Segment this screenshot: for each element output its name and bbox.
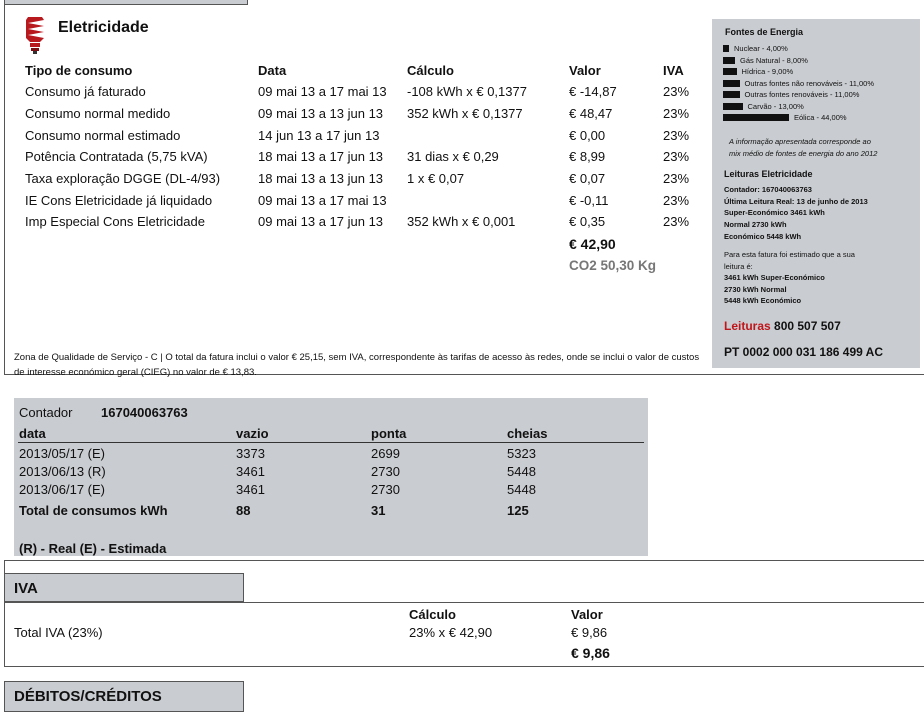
footnote-line: de interesse económico geral (CIEG) no valor de € 13,83. [14,367,257,378]
cpe-code: PT 0002 000 031 186 499 AC [724,345,884,359]
estimate-economico: 5448 kWh Económico [724,296,802,305]
energy-source-label: Eólica - 44,00% [794,113,847,122]
electricity-total: € 42,90 [569,236,616,252]
cell-calculo: -108 kWh x € 0,1377 [407,84,527,99]
cell-data: 09 mai 13 a 17 mai 13 [258,84,387,99]
iva-valor: € 9,86 [571,625,608,640]
meter-cell: 2699 [371,446,400,461]
energy-sources-panel [712,19,920,368]
energy-source-bar [723,45,729,52]
meter-number: 167040063763 [101,405,188,420]
readings-normal: Normal 2730 kWh [724,220,787,229]
cell-valor: € 8,99 [569,149,606,164]
meter-total-label: Total de consumos kWh [19,503,168,518]
meter-cell: 3461 [236,464,265,479]
iva-calculo: 23% x € 42,90 [409,625,493,640]
cell-tipo: Taxa exploração DGGE (DL-4/93) [25,171,221,186]
meter-cell: 2013/06/17 (E) [19,482,106,497]
meter-cell: 2730 [371,464,400,479]
energy-source-label: Hídrica - 9,00% [741,67,794,76]
energy-source-bar [723,103,743,110]
estimate-super: 3461 kWh Super-Económico [724,273,825,282]
cell-calculo: 31 dias x € 0,29 [407,149,499,164]
cell-calculo: 352 kWh x € 0,1377 [407,106,523,121]
energy-source-bar [723,57,735,64]
meter-cell: 2013/06/13 (R) [19,464,106,479]
meter-header-divider [18,442,644,443]
cell-calculo: 352 kWh x € 0,001 [407,214,516,229]
section-title: Eletricidade [58,19,149,36]
iva-section-tab: IVA [4,573,244,602]
col-header-calculo: Cálculo [407,63,454,78]
readings-contador: Contador: 167040063763 [724,185,812,194]
energy-source-item [723,90,859,99]
cell-tipo: Consumo já faturado [25,84,146,99]
co2-value: CO2 50,30 Kg [569,258,657,273]
meter-header-cheias: cheias [507,426,548,441]
readings-economico: Económico 5448 kWh [724,232,802,241]
energy-source-label: Nuclear - 4,00% [734,44,788,53]
cell-valor: € 0,07 [569,171,606,186]
col-header-data: Data [258,63,287,78]
meter-cell: 2730 [371,482,400,497]
cell-calculo: 1 x € 0,07 [407,171,465,186]
cell-valor: € -0,11 [569,193,609,208]
meter-legend: (R) - Real (E) - Estimada [19,541,167,556]
meter-label: Contador [19,405,73,420]
meter-total-vazio: 88 [236,503,251,518]
cell-tipo: Consumo normal estimado [25,128,181,143]
cell-data: 18 mai 13 a 13 jun 13 [258,171,384,186]
meter-total-cheias: 125 [507,503,529,518]
energy-source-bar [723,114,789,121]
estimate-note-2: leitura é: [724,262,753,271]
energy-source-bar [723,80,740,87]
energy-source-bar [723,91,740,98]
divider [4,560,5,574]
cell-iva: 23% [663,149,690,164]
cell-iva: 23% [663,128,690,143]
meter-cell: 5448 [507,482,536,497]
footnote-line: Zona de Qualidade de Serviço - C | O total da fatura inclui o valor € 25,15, sem IVA, correspondente às tarifas de acesso às redes, onde se inclui o valor de custos [14,352,700,363]
cell-iva: 23% [663,84,690,99]
cell-iva: 23% [663,193,690,208]
cell-iva: 23% [663,106,690,121]
iva-header-valor: Valor [571,607,603,622]
readings-phone [724,319,841,333]
readings-phone-label: Leituras [724,319,771,333]
iva-header-calculo: Cálculo [409,607,456,622]
energy-source-label: Outras fontes renováveis - 11,00% [744,90,860,99]
energy-source-item [723,67,793,76]
energy-source-item [723,113,847,122]
iva-total: € 9,86 [571,645,610,661]
cell-tipo: Consumo normal medido [25,106,171,121]
mix-note-2: mix médio de fontes de energia do ano 2012 [729,149,878,158]
energy-source-item [723,44,788,53]
energy-source-label: Carvão - 13,00% [747,101,804,111]
cell-data: 14 jun 13 a 17 jun 13 [258,128,380,143]
energy-source-item [723,79,874,88]
section-tab-top [4,0,248,5]
cell-valor: € 0,35 [569,214,606,229]
col-header-tipo: Tipo de consumo [25,63,133,78]
cell-data: 09 mai 13 a 17 jun 13 [258,214,384,229]
energy-source-label: Gás Natural - 8,00% [740,55,808,65]
readings-title: Leituras Eletricidade [724,169,813,179]
cell-data: 18 mai 13 a 17 jun 13 [258,149,384,164]
iva-label: Total IVA (23%) [14,625,103,640]
cell-data: 09 mai 13 a 17 mai 13 [258,193,387,208]
cell-tipo: IE Cons Eletricidade já liquidado [25,193,213,208]
cell-data: 09 mai 13 a 13 jun 13 [258,106,384,121]
meter-cell: 2013/05/17 (E) [19,446,106,461]
energy-source-bar [723,68,737,75]
energy-sources-title: Fontes de Energia [725,27,804,37]
cell-tipo: Imp Especial Cons Eletricidade [25,214,205,229]
cell-iva: 23% [663,214,690,229]
estimate-note: Para esta fatura foi estimado que a sua [724,250,855,259]
meter-header-ponta: ponta [371,426,407,441]
service-quality-footnote [14,350,704,380]
energy-source-item [723,102,804,111]
meter-cell: 5448 [507,464,536,479]
col-header-iva: IVA [663,63,684,78]
meter-readings-box [14,398,648,556]
estimate-normal: 2730 kWh Normal [724,285,787,294]
cell-iva: 23% [663,171,690,186]
cell-valor: € -14,87 [569,84,617,99]
meter-cell: 3461 [236,482,265,497]
divider [4,560,924,561]
meter-header-vazio: vazio [236,426,269,441]
readings-ultima: Última Leitura Real: 13 de junho de 2013 [724,197,868,206]
meter-cell: 3373 [236,446,265,461]
readings-super: Super-Económico 3461 kWh [724,208,825,217]
cell-valor: € 0,00 [569,128,606,143]
debitos-creditos-section-tab: DÉBITOS/CRÉDITOS [4,681,244,712]
energy-source-label: Outras fontes não renováveis - 11,00% [744,78,875,88]
col-header-valor: Valor [569,63,601,78]
meter-cell: 5323 [507,446,536,461]
meter-header-data: data [19,426,46,441]
mix-note: A informação apresentada corresponde ao [729,137,871,146]
cell-tipo: Potência Contratada (5,75 kVA) [25,149,208,164]
energy-bulb-icon [24,15,46,55]
readings-phone-number[interactable]: 800 507 507 [774,319,841,333]
cell-valor: € 48,47 [569,106,613,121]
energy-source-item [723,56,808,65]
meter-total-ponta: 31 [371,503,386,518]
